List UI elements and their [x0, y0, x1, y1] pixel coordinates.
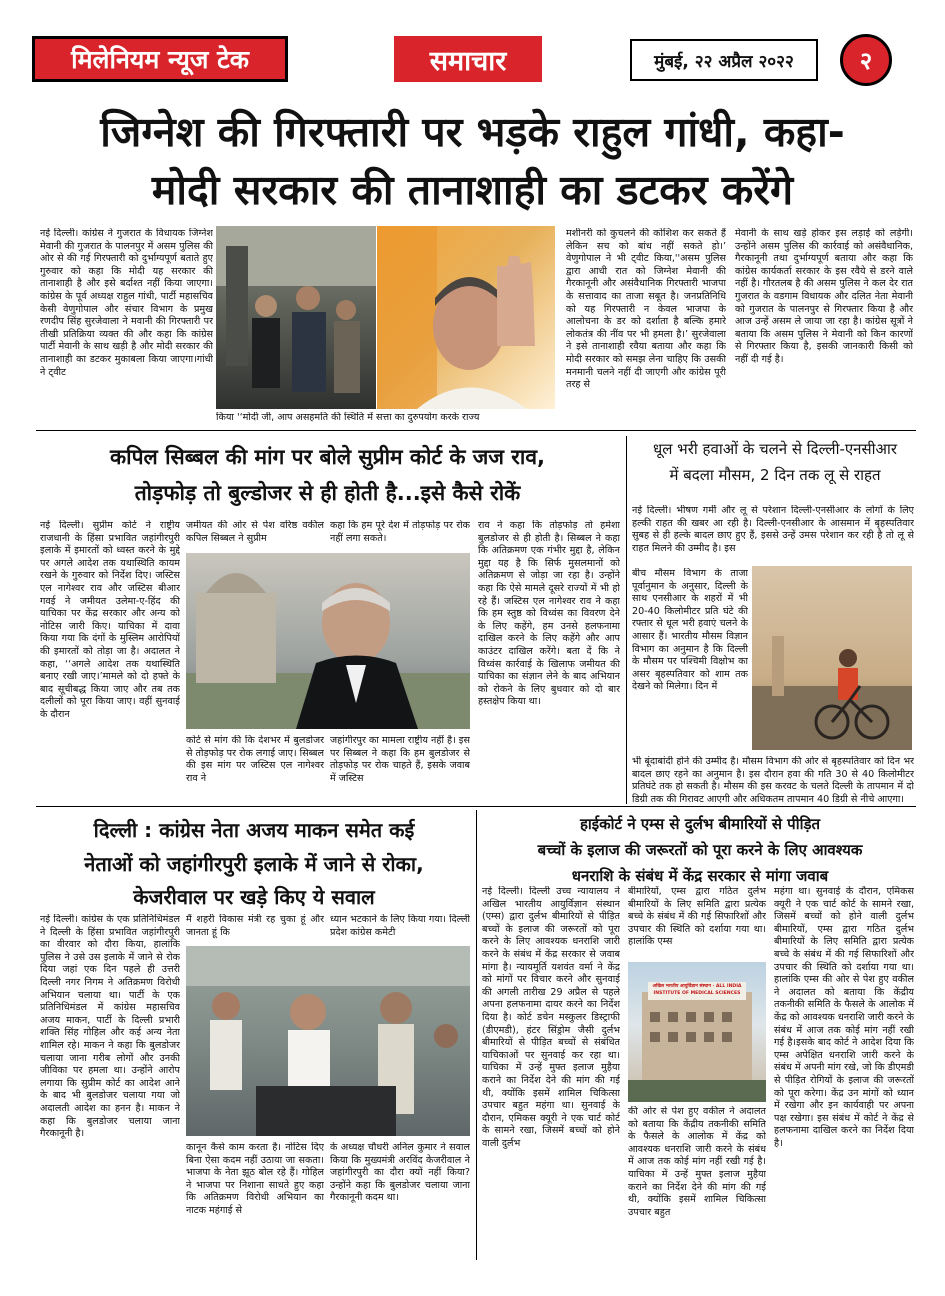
story3-photo-dust-weather [752, 566, 912, 750]
story5-column-3: महंगा था। सुनवाई के दौरान, एमिकस क्यूरी ने एक चार्ट कोर्ट के सामने रखा, जिसमें बच्चों को होने वाली दुर्लभ बीमारियों, एम्स द्वारा गठित दुर्लभ बीमारियों के लिए समिति द्वारा प्रत्येक बच्चे के संबंध में की गई सिफारिशों और उपचार की स्थिति को दर्शाया गया था। हालांकि एम्स की ओर से पेश हुए वकील ने अदालत को बताया कि केंद्रीय तकनीकी समिति के फैसले के आलोक में केंद्र को आवश्यक धनराशि जारी करने के संबंध में आज तक कोई मांग नहीं रखी गई है।इसके बाद कोर्ट ने आदेश दिया कि एम्स अपेक्षित धनराशि जारी करने के संबंध में अपनी मांग रखे, जो कि डीएमडी से पीड़ित रोगियों के इलाज की जरूरतों को पूरा करेगा। केंद्र उन मांगों को ध्यान में रखेगा और इन कार्यवाही पर अपना पक्ष रखेगा। इस संबंध में कोर्ट ने केंद्र से हलफनामा दाखिल करने का निर्देश दिया है। [774, 886, 914, 1149]
story4-headline-line1: दिल्ली : कांग्रेस नेता अजय माकन समेत कई [93, 818, 415, 842]
dateline-box [630, 39, 818, 81]
story3-headline-line1: धूल भरी हवाओं के चलने से दिल्ली-एनसीआर [653, 440, 897, 458]
story4-column-3-bottom: के अध्यक्ष चौधरी अनिल कुमार ने सवाल किया कि मुख्यमंत्री अरविंद केजरीवाल ने जहांगीरपुरी का दौरा क्यों नहीं किया? उन्होंने कहा कि बुलडोजर चलाया जाना गैरकानूनी कदम था। [330, 1142, 470, 1204]
divider-story1 [36, 430, 916, 431]
story2-column-3-bottom: जहांगीरपुर का मामला राष्ट्रीय नहीं है। इस पर सिब्बल ने कहा कि हम बुलडोजर से तोड़फोड़ पर रोक चाहते हैं, इसके जवाब में जस्टिस [330, 735, 470, 784]
story5-headline-line1: हाईकोर्ट ने एम्स से दुर्लभ बीमारियों से पीड़ित [579, 815, 821, 833]
story1-photo-caption: किया '‘मोदी जी, आप असहमति की स्थिति में सत्ता का दुरुपयोग करके राज्य [216, 412, 480, 423]
aiims-building-icon [628, 962, 766, 1102]
story5-headline-line2: बच्चों के इलाज की जरूरतों को पूरा करने के लिए आवश्यक [537, 841, 863, 859]
story5-headline-line3: धनराशि के संबंध में केंद्र सरकार से मांगा जवाब [571, 867, 829, 885]
rahul-gandhi-portrait-icon [377, 226, 555, 409]
divider-vertical-2 [476, 810, 477, 1260]
cyclist-in-dust-icon [752, 566, 912, 750]
story1-column-3: मेवानी के साथ खड़े होकर इस लड़ाई को लड़ेगी। उन्होंने असम पुलिस की कार्रवाई को असंवैधानिक, गैरकानूनी तथा दुर्भाग्यपूर्ण बताया और कहा कि कांग्रेस कार्यकर्ता सरकार के इस रवैये से डरने वाले नहीं है। गौरतलब है की असम पुलिस ने कल देर रात गुजरात के वडगाम विधायक और दलित नेता मेवानी को गुजरात के पालनपुर से गिरफ्तार किया है और आज उन्हें असम ले जाया जा रहा है। कांग्रेस सूत्रों ने बताया कि असम पुलिस ने मेवानी को किन कारणों से गिरफ्तार किया है, इसकी जानकारी किसी को नहीं दी गई है। [735, 228, 913, 365]
story5-column-2-top: बीमारियों, एम्स द्वारा गठित दुर्लभ बीमारियों के लिए समिति द्वारा प्रत्येक बच्चे के संबंध में की गई सिफारिशों और उपचार की स्थिति को दर्शाया गया था। हालांकि एम्स [628, 886, 766, 948]
story1-headline-line2: मोदी सरकार की तानाशाही का डटकर करेंगे [151, 166, 794, 214]
story5-photo-aiims-building [628, 962, 766, 1102]
story2-column-3-top: कहा कि हम पूरे देश में तोड़फोड़ पर रोक नहीं लगा सकते। [330, 520, 470, 544]
supreme-court-portrait-icon [186, 553, 470, 729]
page-number: २ [859, 46, 873, 75]
story1-headline-line1: जिग्नेश की गिरफ्तारी पर भड़के राहुल गांधी, कहा- [100, 108, 845, 156]
page-number-badge [840, 34, 892, 86]
section-name: समाचार [429, 45, 507, 77]
story1-column-1: नई दिल्ली। कांग्रेस ने गुजरात के विधायक जिग्नेश मेवानी की गुजरात के पालनपुर में असम पुलिस की ओर से की गई गिरफ्तारी को दुर्भाग्यपूर्ण बताते हुए गुरुवार को कहा कि मोदी यह सरकार की तानाशाही है और इसे बर्दाश्त नहीं किया जाएगा। कांग्रेस के पूर्व अध्यक्ष राहुल गांधी, पार्टी महासचिव केसी वेणुगोपाल और संचार विभाग के प्रमुख रणदीप सिंह सुरजेवाला ने मवानी की गिरफ्तारी पर तीखी प्रतिक्रिया व्यक्त की और कहा कि कांग्रेस पार्टी मेवानी के साथ खड़ी है और मोदी सरकार की तानाशाही का डटकर मुकाबला किया जाएगा।गांधी ने ट्वीट [40, 228, 213, 378]
divider-story2 [36, 806, 916, 807]
story2-column-1: नई दिल्ली। सुप्रीम कोर्ट ने राष्ट्रीय राजधानी के हिंसा प्रभावित जहांगीरपुरी इलाके में इमारतों को ध्वस्त करने के मुद्दे पर अगले आदेश तक यथास्थिति कायम रखने के गुरुवार को निर्देश दिए। जस्टिस एल नागेश्वर राव और जस्टिस बीआर गवई ने जमीयत उलेमा-ए-हिंद की याचिका पर केंद्र सरकार और अन्य को नोटिस जारी किए। याचिका में दावा किया गया कि दंगों के मुस्लिम आरोपियों की इमारतों को तोड़ा जा है। अदालत ने कहा, ‘‘अगले आदेश तक यथास्थिति बनाए रखी जाए।’मामले को दो हफ्ते के बाद सूचीबद्ध किया जाए और तब तक दलीलों को पूरा किया जाए। वहीं सुनवाई के दौरान [40, 520, 180, 720]
aiims-sign-text: अखिल भारतीय आयुर्विज्ञान संस्थान · ALL INDIA INSTITUTE OF MEDICAL SCIENCES [652, 984, 742, 996]
story2-headline-line1: कपिल सिब्बल की मांग पर बोले सुप्रीम कोर्ट के जज राव, [110, 445, 545, 469]
story4-column-1: नई दिल्ली। कांग्रेस के एक प्रतिनिधिमंडल ने दिल्ली के हिंसा प्रभावित जहांगीरपुरी का वीरवार को दौरा किया, हालांकि पुलिस ने उसे उस इलाके में जाने से रोक दिया जहां एक दिन पहले ही उत्तरी दिल्ली नगर निगम ने अतिक्रमण विरोधी अभियान चलाया था। पार्टी के एक प्रतिनिधिमंडल में कांग्रेस महासचिव अजय माकन, पार्टी के दिल्ली प्रभारी शक्ति सिंह गोहिल और कई अन्य नेता शामिल रहे। माकन ने कहा कि बुलडोजर चलाया जाना गरीब लोगों और उनकी जीविका पर हमला था। उन्होंने आरोप लगाया कि सुप्रीम कोर्ट का आदेश आने के बाद भी बुलडोजर चलाया गया जो अदालती आदेश का हनन है। माकन ने कहा कि बुलडोजर चलाया जाना गैरकानूनी है। [40, 914, 180, 1140]
story1-photo-arrest [216, 226, 376, 409]
story2-column-2-top: जमीयत की ओर से पेश वरिष्ठ वकील कपिल सिब्बल ने सुप्रीम [186, 520, 324, 544]
story4-headline-line2: नेताओं को जहांगीरपुरी इलाके में जाने से रोका, [84, 852, 424, 876]
story2-photo-kapil-sibal [186, 553, 470, 729]
story4-column-3-top: ध्यान भटकाने के लिए किया गया। दिल्ली प्रदेश कांग्रेस कमेटी [330, 914, 470, 938]
story3-column-left: बीच मौसम विभाग के ताजा पूर्वानुमान के अनुसार, दिल्ली के साथ एनसीआर के शहरों में भी 20-40 किलोमीटर प्रति घंटे की रफ्तार से धूल भरी हवाएं चलने के आसार हैं। भारतीय मौसम विज्ञान विभाग का अनुमान है कि दिल्ली के मौसम पर पश्चिमी विक्षोभ का असर बृहस्पतिवार को शाम तक देखने को मिलेगा। दिन में [632, 568, 748, 693]
story4-column-2-bottom: कानून कैसे काम करता है। नोटिस दिए बिना ऐसा कदम नहीं उठाया जा सकता। भाजपा के नेता झूठ बोल रहे हैं। गोहिल ने भाजपा पर निशाना साधते हुए कहा कि अतिक्रमण विरोधी अभियान का नाटक महंगाई से [186, 1142, 324, 1216]
story2-column-2-bottom: कोर्ट से मांग की कि देशभर में बुलडोजर से तोड़फोड़ पर रोक लगाई जाए। सिब्बल की इस मांग पर जस्टिस एल नागेश्वर राव ने [186, 735, 324, 784]
paper-name: मिलेनियम न्यूज टेक [71, 45, 249, 74]
divider-vertical [626, 436, 627, 804]
story1-column-2: मशीनरी को कुचलने की कोशिश कर सकते हैं लेकिन सच को बांध नहीं सकते हो।’ वेणुगोपाल ने भी ट्वीट किया,''असम पुलिस द्वारा आधी रात को जिग्नेश मेवानी की गैरकानूनी और असंवैधानिक गिरफ्तारी भाजपा के सत्तावाद का ताजा सबूत है। जनप्रतिनिधि को यह गिरफ्तारी न केवल भाजपा के आलोचना के डर को दर्शाता है बल्कि हमारे लोकतंत्र की नींव पर भी हमला है।’ सुरजेवाला ने इसे तानाशाही रवैया बताया और कहा कि मोदी सरकार को समझ लेना चाहिए कि उसकी मनमानी चलने नहीं दी जाएगी और कांग्रेस पूरी तरह से [566, 228, 726, 391]
arrest-scene-icon [216, 226, 376, 409]
section-banner [394, 36, 542, 82]
story4-headline-line3: केजरीवाल पर खड़े किए ये सवाल [133, 885, 375, 909]
story3-intro: नई दिल्ली। भीषण गर्मी और लू से परेशान दिल्ली-एनसीआर के लोगों के लिए हल्की राहत की खबर आ रही है। दिल्ली-एनसीआर के आसमान में बृहस्पतिवार सुबह से ही हल्के बादल छाए हुए हैं, इससे उन्हें उमस परेशान कर रही है तो लू से राहत मिलने की उम्मीद है। इस [632, 505, 914, 554]
story5-column-2-bottom: की ओर से पेश हुए वकील ने अदालत को बताया कि केंद्रीय तकनीकी समिति के फैसले के आलोक में केंद्र को आवश्यक धनराशि जारी करने के संबंध में आज तक कोई मांग नहीं रखी गई है।याचिका में उन्हें मुफ्त इलाज मुहैया कराने का निर्देश देने की मांग की गई थी, क्योंकि इसमें शामिल चिकित्सा उपचार बहुत [628, 1106, 766, 1218]
story2-headline-line2: तोड़फोड़ तो बुल्डोजर से ही होती है...इसे कैसे रोकें [134, 481, 521, 505]
story4-column-2-top: मैं शहरी विकास मंत्री रह चुका हूं और जानता हूं कि [186, 914, 324, 938]
crowd-and-leaders-icon [186, 946, 470, 1136]
paper-name-banner [32, 36, 288, 82]
story3-bottom: भी बूंदाबांदी होने की उम्मीद है। मौसम विभाग की ओर से बृहस्पतिवार को दिन भर बादल छाए रहने का अनुमान है। इस दौरान हवा की गति 30 से 40 किलोमीटर प्रतिघंटे तक हो सकती है। मौसम की इस करवट के चलते दिल्ली के तापमान में दो डिग्री तक की गिरावट आएगी और अधिकतम तापमान 40 डिग्री से नीचे आएगा। [632, 756, 914, 804]
story3-headline-line2: में बदला मौसम, 2 दिन तक लू से राहत [669, 466, 881, 484]
dateline: मुंबई, २२ अप्रैल २०२२ [654, 51, 794, 72]
story2-column-4: राव ने कहा कि तोड़फोड़ तो हमेशा बुलडोजर से ही होती है। सिब्बल ने कहा कि अतिक्रमण एक गंभीर मुद्दा है, लेकिन मुद्दा यह है कि सिर्फ मुसलमानों को अतिक्रमण से जोड़ा जा रहा है। उन्होंने कहा कि ऐसे मामले दूसरे राज्यों में भी हो रहे हैं। जस्टिस एल नागेश्वर राव ने कहा कि हम स्तुष्ठ को विध्वंस का विवरण देने के लिए कहेंगे, हम उनसे हलफनामा दाखिल करने के लिए कहेंगे और आप काउंटर दाखिल करेंगे। बता दें कि ने विध्वंस कार्रवाई के खिलाफ जमीयत की याचिका का संज्ञान लेने के बाद अभियान को रोकने के लिए बुधवार को दो बार हस्तक्षेप किया था। [478, 520, 620, 708]
story4-photo-ajay-maken [186, 946, 470, 1136]
story5-column-1: नई दिल्ली। दिल्ली उच्च न्यायालय ने अखिल भारतीय आयुर्विज्ञान संस्थान (एम्स) द्वारा दुर्लभ बीमारियों से पीड़ित बच्चों के इलाज की जरूरतों को पूरा करने के लिए आवश्यक धनराशि जारी करने के संबंध में केंद्र सरकार से जवाब मांगा है। न्यायमूर्ति यशवंत वर्मा ने केंद्र को मांगों पर विचार करने और सुनवाई की अगली तारीख 29 अप्रैल से पहले अपना हलफनामा दायर करने का निर्देश दिया है। कोर्ट डचेन मस्कुलर डिस्ट्राफी (डीएमडी), हंटर सिंड्रोम जैसी दुर्लभ बीमारियों से पीड़ित बच्चों से संबंधित याचिकाओं पर सुनवाई कर रहा था।याचिका में उन्हें मुफ्त इलाज मुहैया कराने का निर्देश देने की मांग की गई थी, क्योंकि इसमें शामिल चिकित्सा उपचार बहुत महंगा था। सुनवाई के दौरान, एमिकस क्यूरी ने एक चार्ट कोर्ट के सामने रखा, जिसमें बच्चों को होने वाली दुर्लभ [482, 886, 620, 1149]
story1-photo-rahul-gandhi [377, 226, 555, 409]
